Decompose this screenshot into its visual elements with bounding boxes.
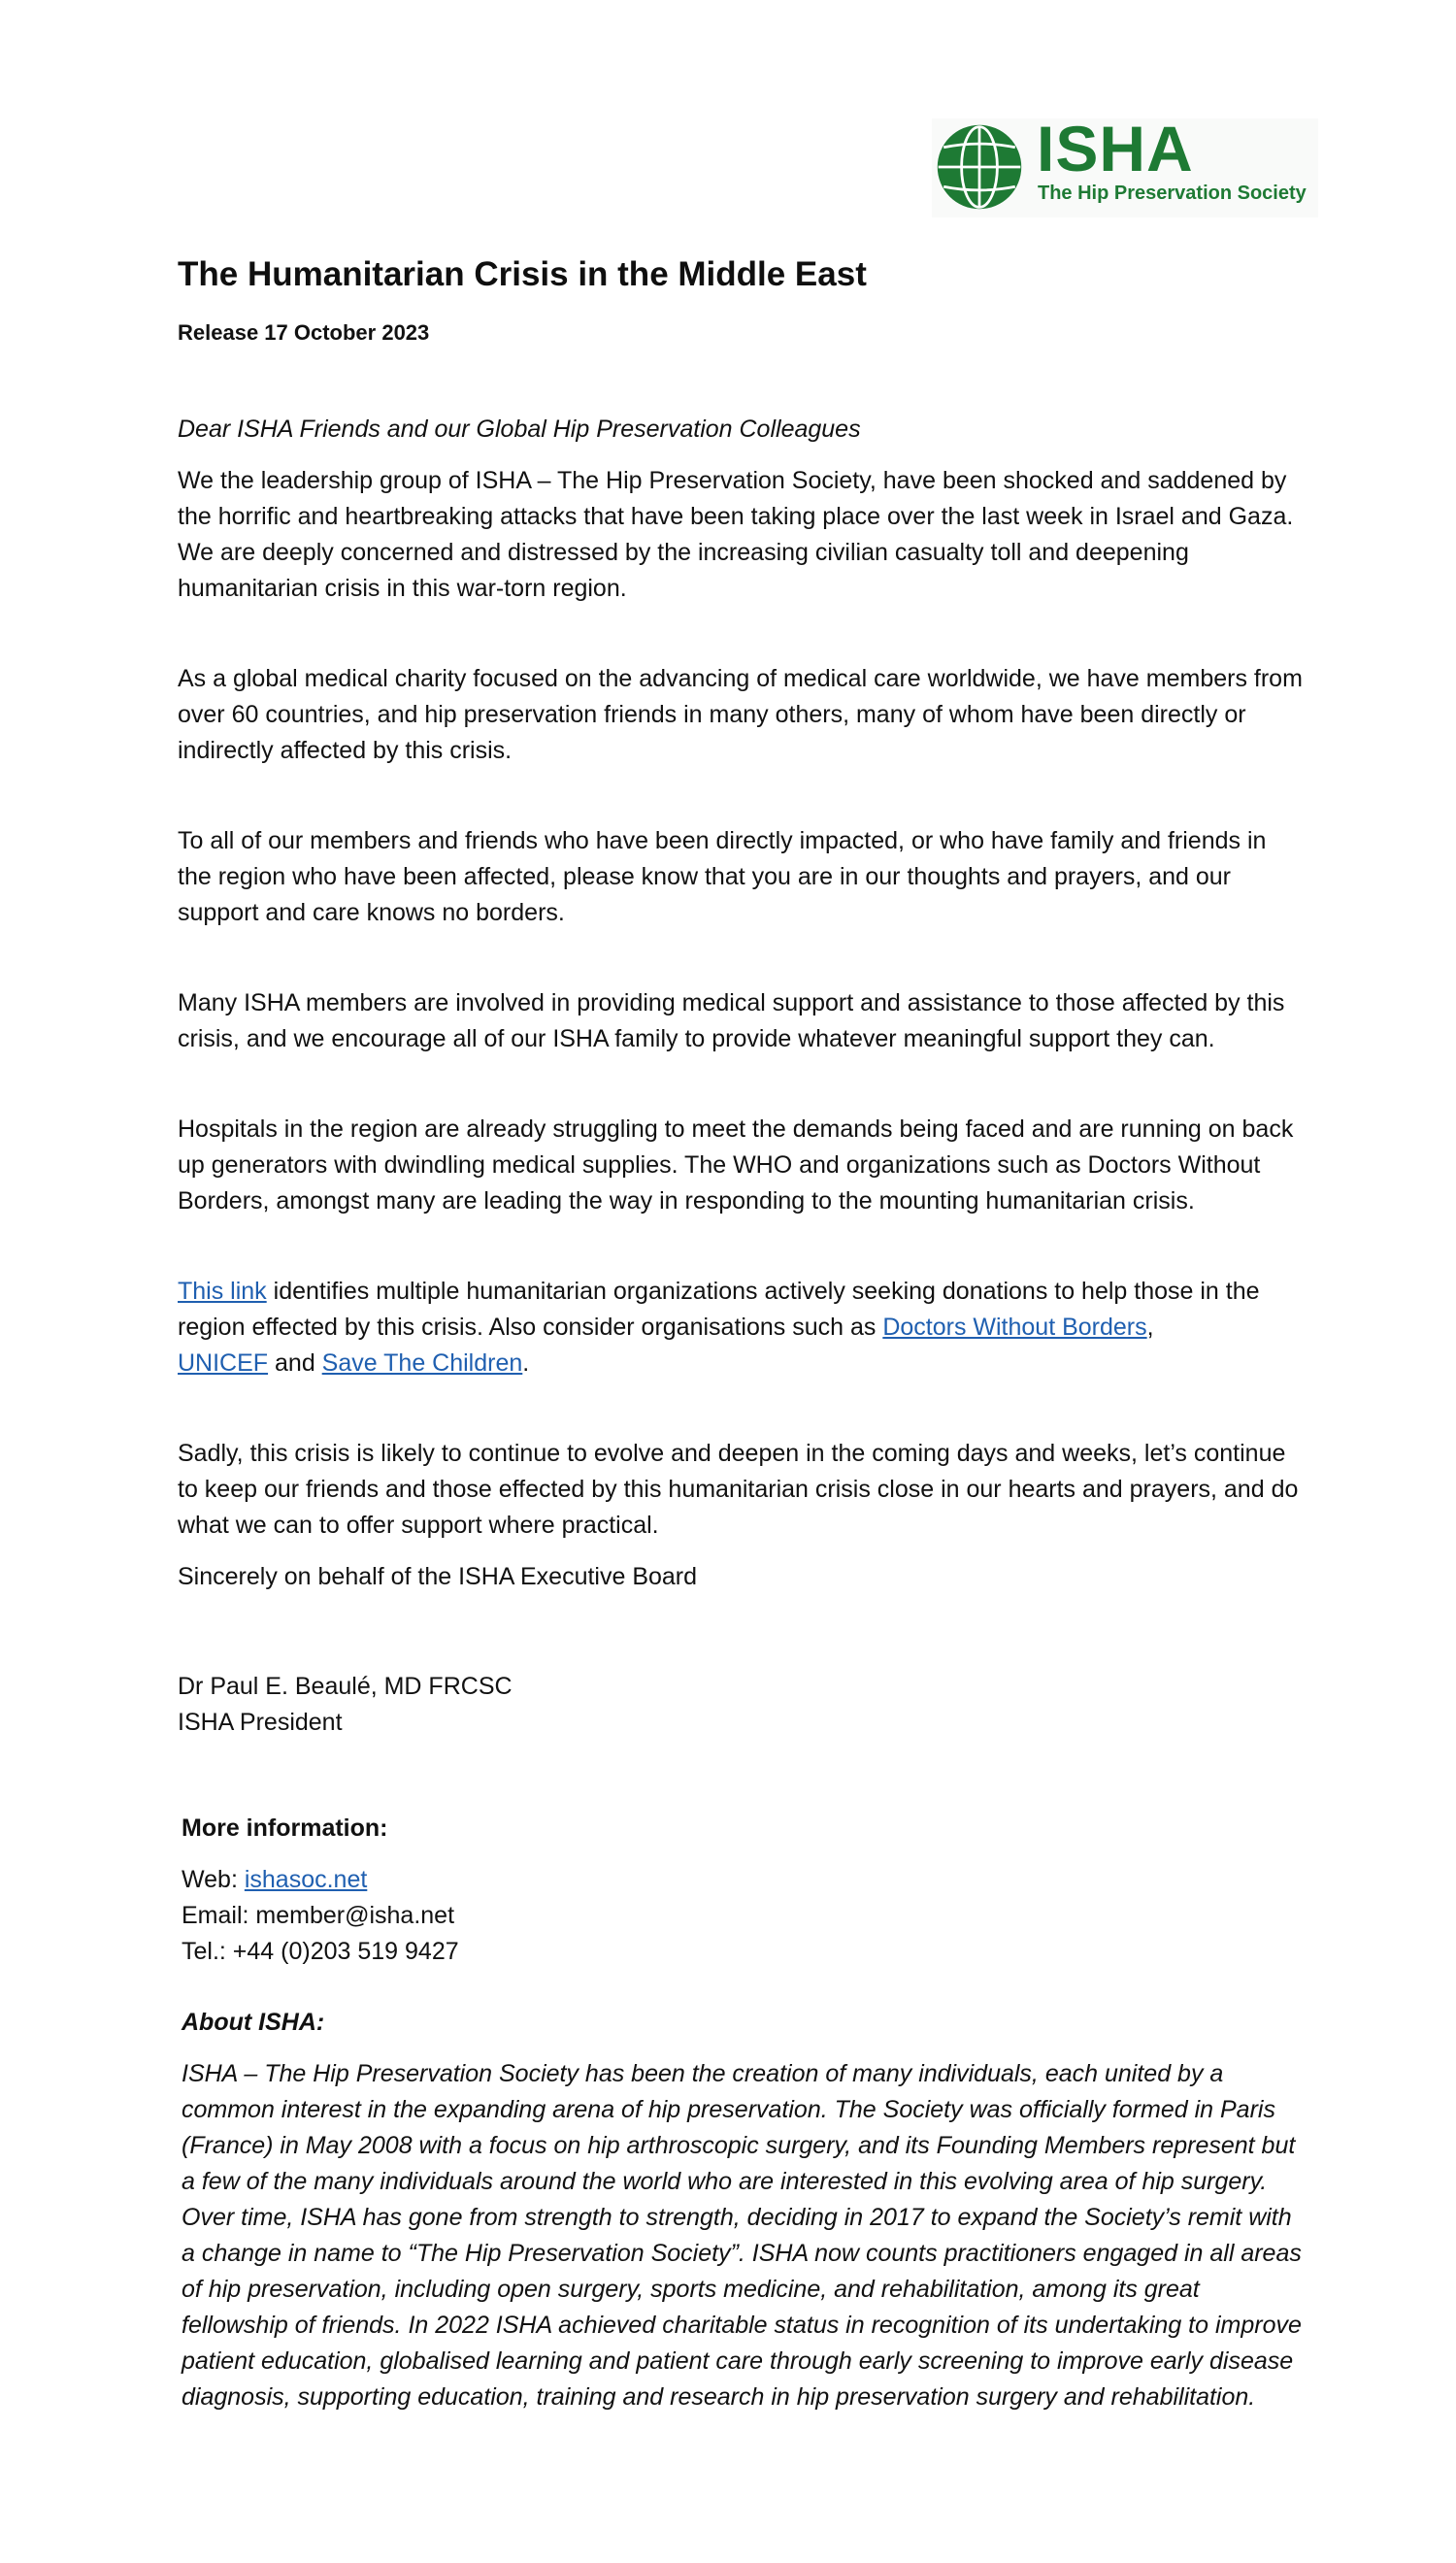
- paragraph-5: Hospitals in the region are already struggling to meet the demands being faced and are running on back up generators with dwindling medical supplies. The WHO and organizations such as Doctors Without Borders, amongst many are leading the way in responding to the mounting humanitarian crisis.: [178, 1115, 1294, 1215]
- unicef-link[interactable]: UNICEF: [178, 1349, 269, 1377]
- about-heading: About ISHA:: [182, 2009, 325, 2036]
- salutation: Dear ISHA Friends and our Global Hip Preservation Colleagues: [178, 416, 861, 443]
- save-the-children-link[interactable]: Save The Children: [321, 1349, 523, 1377]
- paragraph-3: To all of our members and friends who have been directly impacted, or who have family and friends in the region who have been affected, please know that you are in our thoughts and prayers, and our support and care knows no borders.: [178, 827, 1267, 926]
- signature-name: Dr Paul E. Beaulé, MD FRCSC: [178, 1673, 513, 1700]
- logo-wordmark: ISHA: [1037, 113, 1194, 184]
- paragraph-1: We the leadership group of ISHA – The Hip Preservation Society, have been shocked and saddened by the horrific and heartbreaking attacks that have been taking place over the last week in Israel and Gaza. We are deeply concerned and distressed by the increasing civilian casualty toll and deepening humanitarian crisis in this war-torn region.: [178, 467, 1294, 602]
- logo-tagline: The Hip Preservation Society: [1038, 183, 1307, 204]
- this-link[interactable]: This link: [178, 1278, 267, 1305]
- doctors-without-borders-link[interactable]: Doctors Without Borders: [882, 1314, 1147, 1341]
- signature-role: ISHA President: [178, 1709, 343, 1736]
- paragraph-6-text-4: .: [522, 1349, 530, 1377]
- paragraph-6: [178, 1274, 1304, 1381]
- paragraph-6-text-2: ,: [1146, 1314, 1154, 1341]
- web-label: Web:: [182, 1866, 245, 1893]
- paragraph-7: Sadly, this crisis is likely to continue to evolve and deepen in the coming days and weeks, let’s continue to keep our friends and those effected by this humanitarian crisis close in our hearts and prayers, and do what we can to offer support where practical.: [178, 1440, 1299, 1539]
- more-information: [182, 1811, 1304, 2415]
- page-title: The Humanitarian Crisis in the Middle East: [178, 255, 867, 293]
- closing-line: Sincerely on behalf of the ISHA Executive Board: [178, 1563, 698, 1590]
- paragraph-2: As a global medical charity focused on the advancing of medical care worldwide, we have members from over 60 countries, and hip preservation friends in many others, many of whom have been directly or indirectly affected by this crisis.: [178, 665, 1303, 764]
- tel-line: Tel.: +44 (0)203 519 9427: [182, 1938, 459, 1965]
- paragraph-6-text-1: identifies multiple humanitarian organizations actively seeking donations to help those in the region effected by this crisis. Also consider organisations such as: [178, 1278, 1260, 1341]
- globe-icon: [935, 122, 1024, 212]
- more-info-heading: More information:: [182, 1814, 388, 1842]
- release-date: Release 17 October 2023: [178, 320, 430, 345]
- paragraph-4: Many ISHA members are involved in providing medical support and assistance to those affected by this crisis, and we encourage all of our ISHA family to provide whatever meaningful support they can.: [178, 989, 1285, 1052]
- about-text: ISHA – The Hip Preservation Society has been the creation of many individuals, each united by a common interest in the expanding arena of hip preservation. The Society was officially formed in Paris (France) in May 2008 with a focus on hip arthroscopic surgery, and its Founding Members represent but a few of the many individuals around the world who are interested in this evolving area of hip surgery. Over time, ISHA has gone from strength to strength, deciding in 2017 to expand the Society’s remit with a change in name to “The Hip Preservation Society”. ISHA now counts practitioners engaged in all areas of hip preservation, including open surgery, sports medicine, and rehabilitation, among its great fellowship of friends. In 2022 ISHA achieved charitable status in recognition of its undertaking to improve patient education, globalised learning and patient care through early screening to improve early disease diagnosis, supporting education, training and research in hip preservation surgery and rehabilitation.: [182, 2060, 1302, 2411]
- isha-logo: [932, 113, 1318, 217]
- website-link[interactable]: ishasoc.net: [244, 1866, 368, 1893]
- letter-body: [178, 250, 1304, 2415]
- web-line: [182, 1862, 1304, 1898]
- email-line: Email: member@isha.net: [182, 1902, 455, 1929]
- paragraph-6-text-3: and: [268, 1349, 322, 1377]
